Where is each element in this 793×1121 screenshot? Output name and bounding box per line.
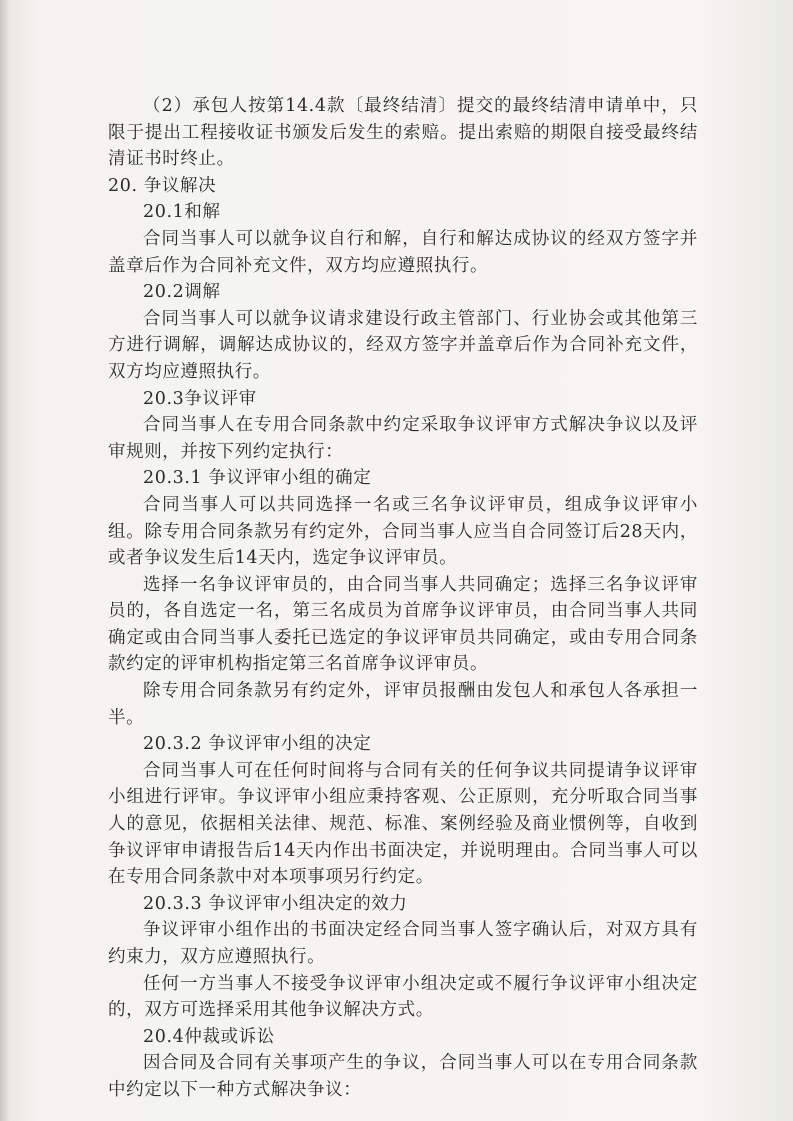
subsection-heading: 20.3.1 争议评审小组的确定	[143, 468, 372, 489]
paragraph: 合同当事人可在任何时间将与合同有关的任何争议共同提请争议评审小组进行评审。争议评审小组应秉持客观、公正原则，充分听取合同当事人的意见，依据相关法律、规范、标准、案例经验及商业惯例等，自收到争议评审申请报告后14天内作出书面决定，并说明理由。合同当事人可以在专用合同条款中对本项事项另行约定。	[108, 760, 698, 888]
subsection-heading: 20.4仲裁或诉讼	[143, 1026, 275, 1047]
paragraph: 合同当事人可以就争议自行和解，自行和解达成协议的经双方签字并盖章后作为合同补充文件，双方均应遵照执行。	[108, 228, 698, 276]
paragraph: 争议评审小组作出的书面决定经合同当事人签字确认后，对双方具有约束力，双方应遵照执行。	[108, 920, 698, 967]
paragraph: 因合同及合同有关事项产生的争议，合同当事人可以在专用合同条款中约定以下一种方式解决争议：	[108, 1053, 698, 1100]
paragraph: 选择一名争议评审员的，由合同当事人共同确定；选择三名争议评审员的，各自选定一名，第三名成员为首席争议评审员，由合同当事人共同确定或由合同当事人委托已选定的争议评审员共同确定，或由专用合同条款约定的评审机构指定第三名首席争议评审员。	[108, 574, 698, 675]
subsection-heading: 20.3.3 争议评审小组决定的效力	[143, 893, 408, 914]
paragraph: 合同当事人可以就争议请求建设行政主管部门、行业协会或其他第三方进行调解，调解达成协议的，经双方签字并盖章后作为合同补充文件，双方均应遵照执行。	[108, 308, 698, 382]
paragraph: （2）承包人按第14.4款〔最终结清〕提交的最终结清申请单中，只限于提出工程接收证书颁发后发生的索赔。提出索赔的期限自接受最终结清证书时终止。	[108, 96, 698, 170]
paragraph: 合同当事人在专用合同条款中约定采取争议评审方式解决争议以及评审规则，并按下列约定执行：	[108, 415, 698, 462]
document-body	[108, 93, 698, 1104]
paragraph: 合同当事人可以共同选择一名或三名争议评审员，组成争议评审小组。除专用合同条款另有约定外，合同当事人应当自合同签订后28天内，或者争议发生后14天内，选定争议评审员。	[108, 494, 698, 569]
section-heading: 20. 争议解决	[108, 175, 217, 196]
page-edge-shadow	[0, 0, 10, 1121]
subsection-heading: 20.3.2 争议评审小组的决定	[143, 734, 372, 755]
paragraph: 除专用合同条款另有约定外，评审员报酬由发包人和承包人各承担一半。	[108, 681, 698, 728]
subsection-heading: 20.1和解	[143, 202, 221, 223]
paragraph: 任何一方当事人不接受争议评审小组决定或不履行争议评审小组决定的，双方可选择采用其他争议解决方式。	[108, 973, 698, 1021]
subsection-heading: 20.2调解	[143, 282, 221, 303]
subsection-heading: 20.3争议评审	[143, 388, 257, 409]
